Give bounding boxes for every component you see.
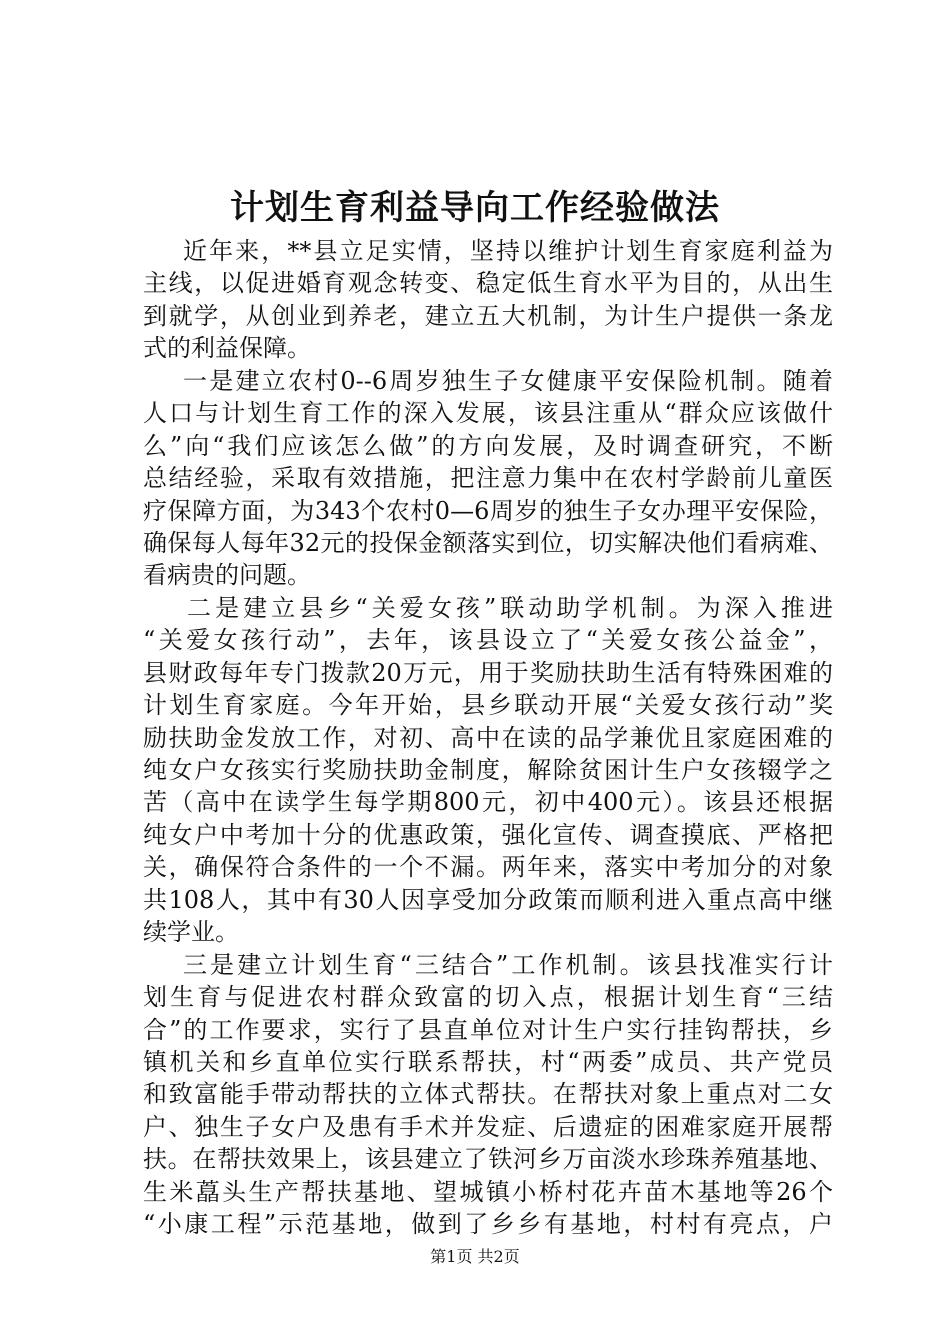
text-line: 近年来，**县立足实情，坚持以维护计划生育家庭利益为 (183, 237, 833, 265)
text-line: 人口与计划生育工作的深入发展，该县注重从“群众应该做什 (143, 399, 833, 428)
text-line: 么”向“我们应该怎么做”的方向发展，及时调查研究，不断 (143, 431, 833, 460)
text-line: 二是建立县乡“关爱女孩”联动助学机制。为深入推进 (187, 593, 833, 622)
text-line: 疗保障方面，为343个农村0—6周岁的独生子女办理平安保险， (143, 496, 833, 525)
text-line: 计划生育家庭。今年开始，县乡联动开展“关爱女孩行动”奖 (143, 691, 833, 720)
document-body (143, 235, 833, 1241)
text-line: 和致富能手带动帮扶的立体式帮扶。在帮扶对象上重点对二女 (143, 1080, 833, 1109)
text-line: 一是建立农村0--6周岁独生子女健康平安保险机制。随着 (183, 366, 833, 395)
text-line: 生米藠头生产帮扶基地、望城镇小桥村花卉苗木基地等26个 (143, 1177, 833, 1206)
text-line: 苦（高中在读学生每学期800元，初中400元）。该县还根据 (143, 788, 833, 817)
text-line: 合”的工作要求，实行了县直单位对计生户实行挂钩帮扶，乡 (143, 1015, 833, 1044)
text-line: 续学业。 (143, 918, 239, 947)
text-line: 纯女户中考加十分的优惠政策，强化宣传、调查摸底、严格把 (143, 820, 833, 849)
text-line: 共108人，其中有30人因享受加分政策而顺利进入重点高中继 (143, 885, 833, 914)
text-line: 户、独生子女户及患有手术并发症、后遗症的困难家庭开展帮 (143, 1112, 833, 1141)
text-line: 总结经验，采取有效措施，把注意力集中在农村学龄前儿童医 (143, 464, 833, 493)
text-line: 主线，以促进婚育观念转变、稳定低生育水平为目的，从出生 (143, 269, 833, 298)
text-line: 确保每人每年32元的投保金额落实到位，切实解决他们看病难、 (143, 528, 833, 557)
text-line: 县财政每年专门拨款20万元，用于奖励扶助生活有特殊困难的 (143, 658, 833, 687)
document-title: 计划生育利益导向工作经验做法 (230, 188, 720, 228)
text-line: 三是建立计划生育“三结合”工作机制。该县找准实行计 (183, 950, 833, 979)
text-line: 式的利益保障。 (143, 334, 311, 363)
text-line: 关，确保符合条件的一个不漏。两年来，落实中考加分的对象 (143, 853, 833, 882)
text-line: 划生育与促进农村群众致富的切入点，根据计划生育“三结 (143, 983, 833, 1012)
text-line: 纯女户女孩实行奖励扶助金制度，解除贫困计生户女孩辍学之 (143, 756, 833, 784)
text-line: “关爱女孩行动”，去年，该县设立了“关爱女孩公益金”， (143, 626, 833, 655)
page-footer: 第1页 共2页 (430, 1247, 520, 1266)
text-line: 到就学，从创业到养老，建立五大机制，为计生户提供一条龙 (143, 301, 833, 330)
text-line: 扶。在帮扶效果上，该县建立了铁河乡万亩淡水珍珠养殖基地、 (143, 1145, 833, 1174)
text-line: 镇机关和乡直单位实行联系帮扶，村“两委”成员、共产党员 (143, 1047, 833, 1076)
text-line: “小康工程”示范基地，做到了乡乡有基地，村村有亮点，户 (143, 1210, 833, 1239)
text-line: 看病贵的问题。 (143, 561, 311, 590)
text-line: 励扶助金发放工作，对初、高中在读的品学兼优且家庭困难的 (143, 723, 833, 752)
